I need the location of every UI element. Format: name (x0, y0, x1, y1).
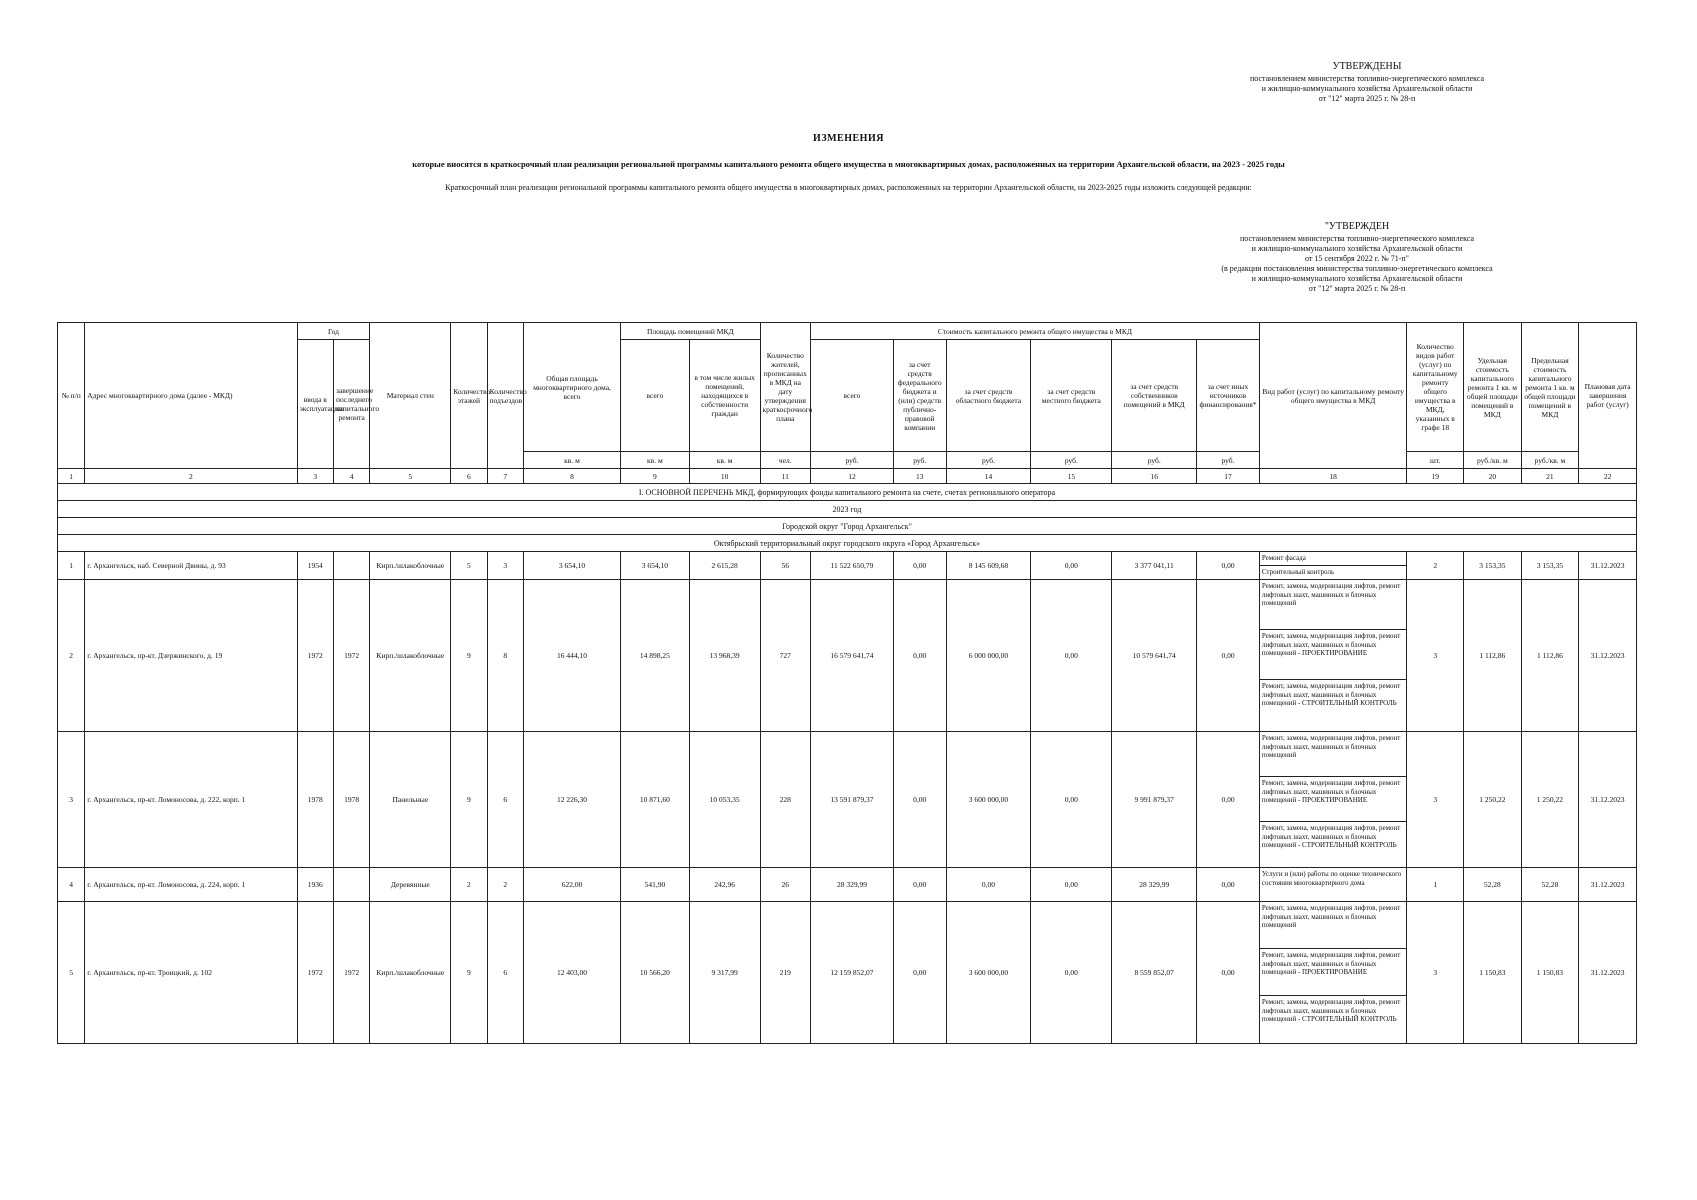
unit-area-owned: кв. м (689, 452, 760, 469)
cell-total-area: 12 226,30 (523, 732, 620, 868)
header-floors: Количество этажей (451, 323, 487, 469)
cell-area-owned: 13 968,39 (689, 580, 760, 732)
column-number: 7 (487, 469, 523, 484)
cell-cost-other: 0,00 (1197, 902, 1260, 1044)
work-item: Ремонт, замена, модернизация лифтов, ремонт лифтовых шахт, машинных и блочных помещений - СТРОИТЕЛЬНЫЙ КОНТРОЛЬ (1261, 682, 1401, 707)
cell-cost-other: 0,00 (1197, 552, 1260, 580)
header-area-group: Площадь помещений МКД (621, 323, 761, 340)
section-district: Октябрьский территориальный округ городского округа «Город Архангельск» (58, 535, 1637, 552)
cell-cost-owners: 28 329,99 (1112, 868, 1197, 902)
unit-max-cost: руб./кв. м (1521, 452, 1579, 469)
table-row (58, 552, 1637, 580)
header-wall-material: Материал стен (370, 323, 451, 469)
header-cost-owners: за счет средств собственников помещений в МКД (1112, 340, 1197, 452)
cell-material: Кирп./шлакоблочные (370, 902, 451, 1044)
column-number: 3 (297, 469, 333, 484)
work-item: Ремонт, замена, модернизация лифтов, ремонт лифтовых шахт, машинных и блочных помещений - СТРОИТЕЛЬНЫЙ КОНТРОЛЬ (1261, 824, 1401, 849)
column-number: 9 (621, 469, 690, 484)
cell-cost-other: 0,00 (1197, 580, 1260, 732)
column-number: 15 (1031, 469, 1112, 484)
header-cost-group: Стоимость капитального ремонта общего имущества в МКД (811, 323, 1260, 340)
unit-cost-other: руб. (1197, 452, 1260, 469)
work-item: Ремонт, замена, модернизация лифтов, ремонт лифтовых шахт, машинных и блочных помещений - ПРОЕКТИРОВАНИЕ (1260, 777, 1407, 822)
cell-area-all: 10 566,20 (621, 902, 690, 1044)
cell-max-cost: 3 153,35 (1521, 552, 1579, 580)
work-item: Ремонт, замена, модернизация лифтов, ремонт лифтовых шахт, машинных и блочных помещений - ПРОЕКТИРОВАНИЕ (1260, 630, 1407, 680)
cell-area-all: 3 654,10 (621, 552, 690, 580)
cell-cost-local: 0,00 (1031, 868, 1112, 902)
cell-entrances: 6 (487, 732, 523, 868)
cell-cost-other: 0,00 (1197, 868, 1260, 902)
cell-total-area: 3 654,10 (523, 552, 620, 580)
unit-cost-regional: руб. (946, 452, 1031, 469)
cell-cost-total: 13 591 879,37 (811, 732, 894, 868)
header-num: № п/п (58, 323, 85, 469)
cell-unit-cost: 1 250,22 (1464, 732, 1522, 868)
column-number: 13 (893, 469, 946, 484)
cell-unit-cost: 1 150,83 (1464, 902, 1522, 1044)
cell-cost-regional: 3 600 000,00 (946, 732, 1031, 868)
cell-entrances: 6 (487, 902, 523, 1044)
cell-cost-owners: 10 579 641,74 (1112, 580, 1197, 732)
cell-work-count: 1 (1407, 868, 1464, 902)
cell-num: 5 (58, 902, 85, 1044)
cell-year-built: 1954 (297, 552, 333, 580)
work-item: Услуги и (или) работы по оценке технического состояния многоквартирного дома (1261, 870, 1402, 887)
cell-cost-regional: 0,00 (946, 868, 1031, 902)
header-year-last-repair: завершение последнего капитального ремонта (333, 340, 369, 469)
work-item: Ремонт фасада (1260, 552, 1407, 566)
cell-total-area: 12 403,00 (523, 902, 620, 1044)
cell-area-owned: 2 615,28 (689, 552, 760, 580)
cell-cost-local: 0,00 (1031, 552, 1112, 580)
cell-cost-regional: 3 600 000,00 (946, 902, 1031, 1044)
approval-title: "УТВЕРЖДЕН (1324, 221, 1390, 232)
cell-works (1259, 580, 1407, 732)
cell-cost-owners: 8 559 852,07 (1112, 902, 1197, 1044)
unit-residents: чел. (760, 452, 811, 469)
section-main: I. ОСНОВНОЙ ПЕРЕЧЕНЬ МКД, формирующих фонды капитального ремонта на счете, счетах регионального оператора (58, 484, 1637, 501)
cell-address: г. Архангельск, наб. Северной Двины, д. 93 (85, 552, 297, 580)
work-item: Строительный контроль (1261, 568, 1335, 576)
cell-cost-federal: 0,00 (893, 732, 946, 868)
cell-area-owned: 242,96 (689, 868, 760, 902)
cell-cost-local: 0,00 (1031, 580, 1112, 732)
table-row (58, 580, 1637, 732)
cell-date: 31.12.2023 (1579, 732, 1637, 868)
unit-area-total: кв. м (621, 452, 690, 469)
column-number: 14 (946, 469, 1031, 484)
approval-line: и жилищно-коммунального хозяйства Архангельской области (1251, 274, 1463, 283)
unit-work-count: шт. (1407, 452, 1464, 469)
cell-works (1259, 552, 1407, 580)
approval-line: постановлением министерства топливно-энергетического комплекса (1249, 74, 1485, 83)
cell-cost-total: 28 329,99 (811, 868, 894, 902)
document-title: ИЗМЕНЕНИЯ (813, 133, 884, 144)
cell-floors: 9 (451, 732, 487, 868)
cell-area-owned: 10 053,35 (689, 732, 760, 868)
column-number: 12 (811, 469, 894, 484)
header-total-area: Общая площадь многоквартирного дома, всего (523, 323, 620, 452)
cell-max-cost: 52,28 (1521, 868, 1579, 902)
cell-year-repair: 1972 (333, 580, 369, 732)
cell-cost-regional: 8 145 609,68 (946, 552, 1031, 580)
cell-entrances: 8 (487, 580, 523, 732)
cell-cost-owners: 9 991 879,37 (1112, 732, 1197, 868)
cell-cost-other: 0,00 (1197, 732, 1260, 868)
approval-block-2 (1177, 222, 1537, 294)
column-numbers-row (58, 469, 1637, 484)
unit-cost-federal: руб. (893, 452, 946, 469)
unit-total-area: кв. м (523, 452, 620, 469)
cell-works (1259, 868, 1407, 902)
cell-cost-regional: 6 000 000,00 (946, 580, 1031, 732)
cell-address: г. Архангельск, пр-кт. Троицкий, д. 102 (85, 902, 297, 1044)
cell-unit-cost: 52,28 (1464, 868, 1522, 902)
cell-works (1259, 902, 1407, 1044)
approval-line: и жилищно-коммунального хозяйства Архангельской области (1251, 244, 1463, 253)
column-number: 2 (85, 469, 297, 484)
cell-year-built: 1936 (297, 868, 333, 902)
section-city: Городской округ "Город Архангельск" (58, 518, 1637, 535)
capital-repair-table (57, 322, 1637, 1044)
cell-cost-total: 11 522 650,79 (811, 552, 894, 580)
approval-title: УТВЕРЖДЕНЫ (1332, 61, 1402, 72)
header-cost-other: за счет иных источников финансирования* (1197, 340, 1260, 452)
header-entrances: Количество подъездов (487, 323, 523, 469)
header-address: Адрес многоквартирного дома (далее - МКД) (85, 323, 297, 469)
cell-max-cost: 1 250,22 (1521, 732, 1579, 868)
cell-year-repair (333, 868, 369, 902)
cell-residents: 56 (760, 552, 811, 580)
cell-residents: 228 (760, 732, 811, 868)
cell-material: Кирп./шлакоблочные (370, 552, 451, 580)
column-number: 6 (451, 469, 487, 484)
cell-residents: 26 (760, 868, 811, 902)
header-cost-total: всего (811, 340, 894, 452)
cell-material: Панельные (370, 732, 451, 868)
cell-works (1259, 732, 1407, 868)
cell-date: 31.12.2023 (1579, 580, 1637, 732)
cell-cost-federal: 0,00 (893, 580, 946, 732)
cell-residents: 727 (760, 580, 811, 732)
column-number: 20 (1464, 469, 1522, 484)
cell-unit-cost: 1 112,86 (1464, 580, 1522, 732)
header-year-commission: ввода в эксплуатацию (297, 340, 333, 469)
cell-entrances: 3 (487, 552, 523, 580)
document-note: Краткосрочный план реализации региональной программы капитального ремонта общего имущества в многоквартирных домах, расположенных на территории Архангельской области, на 2023-2025 годы изложить следующей редакции: (445, 183, 1252, 192)
approval-block (1217, 62, 1517, 104)
header-area-owned: в том числе жилых помещений, находящихся в собственности граждан (689, 340, 760, 452)
cell-material: Деревянные (370, 868, 451, 902)
unit-cost-owners: руб. (1112, 452, 1197, 469)
cell-date: 31.12.2023 (1579, 552, 1637, 580)
cell-num: 2 (58, 580, 85, 732)
cell-cost-federal: 0,00 (893, 868, 946, 902)
cell-cost-local: 0,00 (1031, 902, 1112, 1044)
section-year: 2023 год (58, 501, 1637, 518)
approval-line: от 15 сентября 2022 г. № 71-п" (1305, 254, 1409, 263)
cell-cost-owners: 3 377 041,11 (1112, 552, 1197, 580)
header-year-group: Год (297, 323, 370, 340)
cell-residents: 219 (760, 902, 811, 1044)
cell-area-all: 541,90 (621, 868, 690, 902)
header-unit-cost: Удельная стоимость капитального ремонта 1 кв. м общей площади помещений в МКД (1464, 323, 1522, 452)
header-planned-date: Плановая дата завершения работ (услуг) (1579, 323, 1637, 469)
cell-material: Кирп./шлакоблочные (370, 580, 451, 732)
work-item: Ремонт, замена, модернизация лифтов, ремонт лифтовых шахт, машинных и блочных помещений (1260, 580, 1407, 630)
cell-num: 3 (58, 732, 85, 868)
header-area-total: всего (621, 340, 690, 452)
work-item: Ремонт, замена, модернизация лифтов, ремонт лифтовых шахт, машинных и блочных помещений - СТРОИТЕЛЬНЫЙ КОНТРОЛЬ (1261, 998, 1401, 1023)
column-number: 21 (1521, 469, 1579, 484)
unit-cost-total: руб. (811, 452, 894, 469)
header-cost-local: за счет средств местного бюджета (1031, 340, 1112, 452)
cell-address: г. Архангельск, пр-кт. Ломоносова, д. 222, корп. 1 (85, 732, 297, 868)
header-work-count: Количество видов работ (услуг) по капитальному ремонту общего имущества в МКД, указанных в графе 18 (1407, 323, 1464, 452)
header-cost-regional: за счет средств областного бюджета (946, 340, 1031, 452)
cell-year-built: 1972 (297, 902, 333, 1044)
approval-date: от "12" марта 2025 г. № 28-п (1308, 284, 1406, 293)
column-number: 8 (523, 469, 620, 484)
column-number: 1 (58, 469, 85, 484)
table-row (58, 902, 1637, 1044)
work-item: Ремонт, замена, модернизация лифтов, ремонт лифтовых шахт, машинных и блочных помещений (1260, 732, 1407, 777)
cell-address: г. Архангельск, пр-кт. Ломоносова, д. 224, корп. 1 (85, 868, 297, 902)
cell-year-repair (333, 552, 369, 580)
cell-work-count: 3 (1407, 580, 1464, 732)
cell-area-owned: 9 317,99 (689, 902, 760, 1044)
cell-work-count: 3 (1407, 902, 1464, 1044)
cell-unit-cost: 3 153,35 (1464, 552, 1522, 580)
cell-total-area: 622,00 (523, 868, 620, 902)
cell-floors: 9 (451, 902, 487, 1044)
header-max-cost: Предельная стоимость капитального ремонта 1 кв. м общей площади помещений в МКД (1521, 323, 1579, 452)
cell-date: 31.12.2023 (1579, 902, 1637, 1044)
column-number: 18 (1259, 469, 1407, 484)
cell-cost-total: 12 159 852,07 (811, 902, 894, 1044)
cell-date: 31.12.2023 (1579, 868, 1637, 902)
work-item: Ремонт, замена, модернизация лифтов, ремонт лифтовых шахт, машинных и блочных помещений (1260, 902, 1407, 949)
cell-work-count: 3 (1407, 732, 1464, 868)
cell-floors: 2 (451, 868, 487, 902)
cell-total-area: 16 444,10 (523, 580, 620, 732)
cell-num: 4 (58, 868, 85, 902)
column-number: 4 (333, 469, 369, 484)
column-number: 10 (689, 469, 760, 484)
cell-max-cost: 1 112,86 (1521, 580, 1579, 732)
header-residents: Количество жителей, прописанных в МКД на дату утверждения краткосрочного плана (760, 323, 811, 452)
header-cost-federal: за счет средств федерального бюджета и (или) средств публично-правовой компании (893, 340, 946, 452)
cell-cost-federal: 0,00 (893, 902, 946, 1044)
unit-unit-cost: руб./кв. м (1464, 452, 1522, 469)
header-work-type: Вид работ (услуг) по капитальному ремонту общего имущества в МКД (1259, 323, 1407, 469)
approval-line: постановлением министерства топливно-энергетического комплекса (1239, 234, 1475, 243)
column-number: 5 (370, 469, 451, 484)
cell-cost-total: 16 579 641,74 (811, 580, 894, 732)
cell-cost-federal: 0,00 (893, 552, 946, 580)
cell-year-repair: 1978 (333, 732, 369, 868)
cell-year-repair: 1972 (333, 902, 369, 1044)
column-number: 22 (1579, 469, 1637, 484)
approval-date: от "12" марта 2025 г. № 28-п (1318, 94, 1416, 103)
table-row (58, 732, 1637, 868)
cell-year-built: 1972 (297, 580, 333, 732)
cell-max-cost: 1 150,83 (1521, 902, 1579, 1044)
approval-line: (в редакции постановления министерства топливно-энергетического комплекса (1221, 264, 1493, 273)
column-number: 11 (760, 469, 811, 484)
cell-year-built: 1978 (297, 732, 333, 868)
unit-cost-local: руб. (1031, 452, 1112, 469)
cell-work-count: 2 (1407, 552, 1464, 580)
work-item: Ремонт, замена, модернизация лифтов, ремонт лифтовых шахт, машинных и блочных помещений - ПРОЕКТИРОВАНИЕ (1260, 949, 1407, 996)
cell-area-all: 10 871,60 (621, 732, 690, 868)
table-row (58, 868, 1637, 902)
cell-floors: 9 (451, 580, 487, 732)
column-number: 16 (1112, 469, 1197, 484)
cell-area-all: 14 898,25 (621, 580, 690, 732)
cell-entrances: 2 (487, 868, 523, 902)
cell-cost-local: 0,00 (1031, 732, 1112, 868)
cell-address: г. Архангельск, пр-кт. Дзержинского, д. 19 (85, 580, 297, 732)
column-number: 17 (1197, 469, 1260, 484)
cell-num: 1 (58, 552, 85, 580)
approval-line: и жилищно-коммунального хозяйства Архангельской области (1261, 84, 1473, 93)
cell-floors: 5 (451, 552, 487, 580)
document-subtitle: которые вносятся в краткосрочный план реализации региональной программы капитального ремонта общего имущества в многоквартирных домах, расположенных на территории Архангельской области, на 2023 - 2025 годы (412, 159, 1285, 169)
column-number: 19 (1407, 469, 1464, 484)
